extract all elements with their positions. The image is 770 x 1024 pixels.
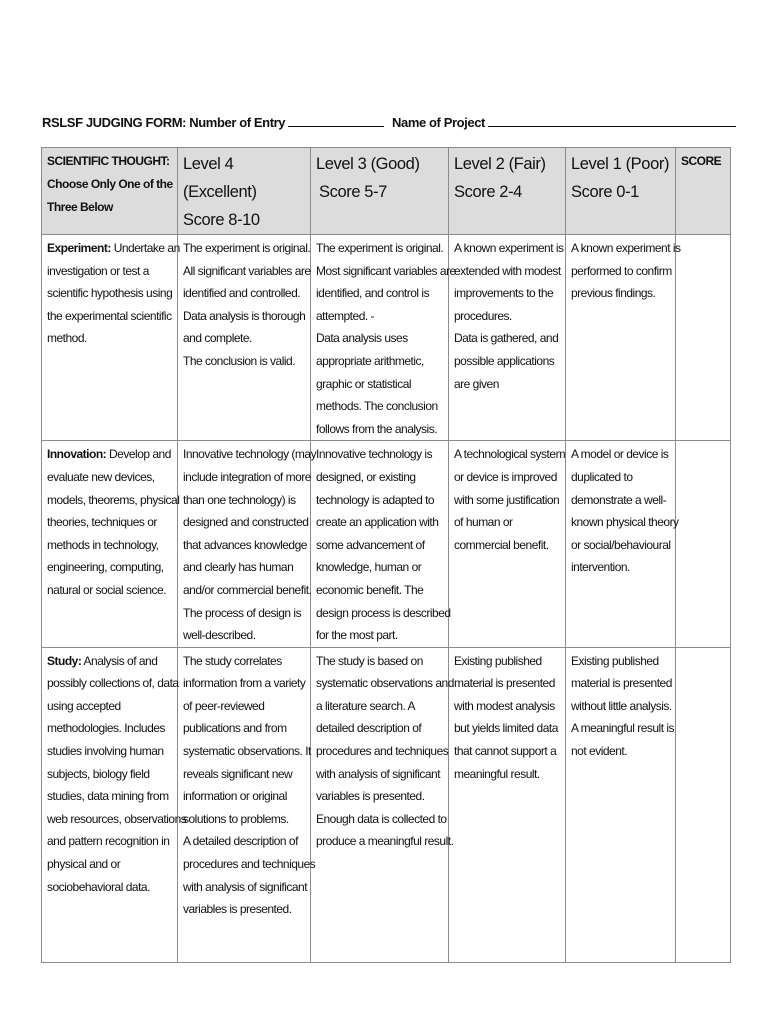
entry-number-blank[interactable]	[288, 113, 384, 127]
level-2-descriptor-innovation	[449, 441, 566, 647]
descriptor-line: are given	[454, 376, 499, 391]
level-1-descriptor-experiment	[566, 235, 681, 441]
descriptor-line: performed to confirm	[571, 263, 672, 278]
descriptor-line: material is presented	[454, 676, 555, 691]
descriptor-line: and clearly has human	[183, 560, 294, 575]
entry-number-label: RSLSF JUDGING FORM: Number of Entry	[42, 115, 286, 130]
descriptor-line: A meaningful result is	[571, 721, 675, 736]
level-4-descriptor-study	[178, 647, 316, 962]
descriptor-line: a literature search. A	[316, 698, 416, 713]
descriptor-line: identified, and control is	[316, 286, 430, 301]
level-4-header: Level 4 (Excellent) Score 8-10	[178, 148, 311, 235]
descriptor-line: Existing published	[571, 653, 659, 668]
descriptor-line: The conclusion is valid.	[183, 353, 296, 368]
descriptor-line: of human or	[454, 515, 513, 530]
level-3-descriptor-innovation	[311, 441, 449, 647]
descriptor-line: demonstrate a well-	[571, 492, 667, 507]
descriptor-line: The experiment is original.	[183, 241, 311, 255]
criterion-row-innovation	[42, 441, 731, 647]
descriptor-line: known physical theory	[571, 515, 679, 530]
level-2-descriptor-study	[449, 647, 566, 962]
descriptor-line: Data analysis uses	[316, 331, 408, 346]
descriptor-line: systematic observations. It	[183, 744, 311, 759]
criterion-description-line: methods in technology,	[47, 537, 159, 552]
descriptor-line: for the most part.	[316, 628, 398, 643]
descriptor-line: design process is described	[316, 605, 451, 620]
descriptor-line: A known experiment is	[571, 241, 681, 255]
descriptor-line: with analysis of significant	[183, 879, 308, 894]
criterion-description-line: the experimental scientific	[47, 308, 172, 323]
criterion-description-line: engineering, computing,	[47, 560, 164, 575]
descriptor-line: Innovative technology is	[316, 447, 433, 462]
descriptor-line: but yields limited data	[454, 721, 558, 736]
descriptor-line: Data is gathered, and	[454, 331, 559, 346]
criterion-cell-innovation	[42, 441, 178, 647]
descriptor-line: A technological system	[454, 447, 566, 462]
descriptor-line: Existing published	[454, 653, 542, 668]
descriptor-line: meaningful result.	[454, 766, 540, 781]
descriptor-line: with modest analysis	[454, 698, 555, 713]
criterion-description-line: sociobehavioral data.	[47, 879, 150, 894]
descriptor-line: intervention.	[571, 560, 630, 575]
descriptor-line: A known experiment is	[454, 241, 564, 255]
criterion-description-line: natural or social science.	[47, 582, 167, 597]
descriptor-line: information from a variety	[183, 676, 306, 691]
descriptor-line: designed and constructed	[183, 515, 309, 530]
descriptor-line: procedures and techniques	[316, 744, 449, 759]
header-row	[42, 148, 731, 235]
descriptor-line: All significant variables are	[183, 263, 311, 278]
descriptor-line: of peer-reviewed	[183, 698, 265, 713]
criterion-name: Innovation:	[47, 447, 107, 462]
descriptor-line: well-described.	[183, 628, 256, 643]
score-entry-study[interactable]	[676, 647, 731, 962]
entry-number-field	[42, 113, 384, 130]
descriptor-line: economic benefit. The	[316, 582, 424, 597]
descriptor-line: variables is presented.	[183, 902, 292, 917]
criterion-description-line: possibly collections of, data	[47, 676, 179, 691]
criterion-description-line: models, theorems, physical	[47, 492, 180, 507]
score-header: SCORE	[676, 148, 731, 235]
criterion-description-line: Develop and	[109, 447, 171, 462]
descriptor-line: information or original	[183, 789, 287, 804]
descriptor-line: The study correlates	[183, 653, 282, 668]
criterion-description-line: scientific hypothesis using	[47, 286, 173, 301]
descriptor-line: graphic or statistical	[316, 376, 412, 391]
criterion-description-line: evaluate new devices,	[47, 469, 155, 484]
descriptor-line: or device is improved	[454, 469, 557, 484]
criterion-description-line: web resources, observations	[47, 811, 187, 826]
level-4-descriptor-experiment	[178, 235, 311, 441]
descriptor-line: detailed description of	[316, 721, 422, 736]
level-1-header: Level 1 (Poor) Score 0-1	[566, 148, 676, 235]
descriptor-line: solutions to problems.	[183, 811, 289, 826]
descriptor-line: variables is presented.	[316, 789, 425, 804]
descriptor-line: than one technology) is	[183, 492, 296, 507]
descriptor-line: improvements to the	[454, 286, 554, 301]
descriptor-line: or social/behavioural	[571, 537, 671, 552]
descriptor-line: that cannot support a	[454, 744, 557, 759]
descriptor-line: identified and controlled.	[183, 286, 301, 301]
criterion-description-line: studies involving human	[47, 744, 164, 759]
criterion-name: Study:	[47, 653, 82, 668]
criterion-description-line: Undertake an	[113, 241, 180, 255]
descriptor-line: designed, or existing	[316, 469, 416, 484]
criterion-description-line: methodologies. Includes	[47, 721, 165, 736]
criterion-description-line: studies, data mining from	[47, 789, 169, 804]
descriptor-line: material is presented	[571, 676, 672, 691]
descriptor-line: commercial benefit.	[454, 537, 549, 552]
project-name-field	[392, 113, 736, 130]
descriptor-line: Most significant variables are	[316, 263, 456, 278]
descriptor-line: The process of design is	[183, 605, 302, 620]
score-entry-experiment[interactable]	[676, 235, 731, 441]
descriptor-line: A detailed description of	[183, 834, 298, 849]
criterion-row-experiment	[42, 235, 731, 441]
criterion-description-line: method.	[47, 331, 87, 346]
criterion-description-line: using accepted	[47, 698, 121, 713]
descriptor-line: some advancement of	[316, 537, 425, 552]
criterion-cell-experiment	[42, 235, 178, 441]
criterion-description-line: theories, techniques or	[47, 515, 157, 530]
descriptor-line: methods. The conclusion	[316, 399, 438, 414]
descriptor-line: Data analysis is thorough	[183, 308, 306, 323]
criterion-cell-study	[42, 647, 187, 962]
descriptor-line: publications and from	[183, 721, 287, 736]
descriptor-line: not evident.	[571, 744, 628, 759]
level-1-descriptor-innovation	[566, 441, 679, 647]
level-2-header: Level 2 (Fair) Score 2-4	[449, 148, 566, 235]
descriptor-line: A model or device is	[571, 447, 669, 462]
descriptor-line: produce a meaningful result.	[316, 834, 454, 849]
criterion-description-line: investigation or test a	[47, 263, 149, 278]
descriptor-line: technology is adapted to	[316, 492, 435, 507]
criterion-description-line: physical and or	[47, 857, 121, 872]
level-2-descriptor-experiment	[449, 235, 566, 441]
descriptor-line: follows from the analysis.	[316, 421, 438, 436]
criterion-header: SCIENTIFIC THOUGHT: Choose Only One of the Three Below	[42, 148, 178, 235]
descriptor-line: The experiment is original.	[316, 241, 444, 255]
level-1-descriptor-study	[566, 647, 676, 962]
form-header	[42, 113, 732, 133]
descriptor-line: create an application with	[316, 515, 439, 530]
descriptor-line: and/or commercial benefit.	[183, 582, 312, 597]
descriptor-line: Innovative technology (may	[183, 447, 317, 462]
descriptor-line: procedures.	[454, 308, 512, 323]
project-name-label: Name of Project	[392, 115, 485, 130]
level-3-header: Level 3 (Good) Score 5-7	[311, 148, 449, 235]
project-name-blank[interactable]	[488, 113, 736, 127]
level-3-descriptor-study	[311, 647, 454, 962]
criterion-row-study	[42, 647, 731, 962]
descriptor-line: with some justification	[454, 492, 560, 507]
descriptor-line: with analysis of significant	[316, 766, 441, 781]
criterion-description-line: Analysis of and	[83, 653, 158, 668]
score-entry-innovation[interactable]	[676, 441, 731, 647]
descriptor-line: The study is based on	[316, 653, 423, 668]
descriptor-line: previous findings.	[571, 286, 656, 301]
judging-rubric-table	[41, 147, 731, 963]
descriptor-line: attempted. -	[316, 308, 375, 323]
descriptor-line: extended with modest	[454, 263, 561, 278]
descriptor-line: reveals significant new	[183, 766, 293, 781]
level-3-descriptor-experiment	[311, 235, 456, 441]
descriptor-line: knowledge, human or	[316, 560, 422, 575]
descriptor-line: appropriate arithmetic,	[316, 353, 424, 368]
descriptor-line: include integration of more	[183, 469, 311, 484]
criterion-description-line: and pattern recognition in	[47, 834, 170, 849]
criterion-name: Experiment:	[47, 241, 111, 255]
criterion-description-line: subjects, biology field	[47, 766, 150, 781]
descriptor-line: that advances knowledge	[183, 537, 307, 552]
descriptor-line: systematic observations and	[316, 676, 454, 691]
level-4-descriptor-innovation	[178, 441, 317, 647]
descriptor-line: procedures and techniques	[183, 857, 316, 872]
descriptor-line: and complete.	[183, 331, 252, 346]
descriptor-line: possible applications	[454, 353, 555, 368]
descriptor-line: without little analysis.	[571, 698, 672, 713]
descriptor-line: duplicated to	[571, 469, 633, 484]
descriptor-line: Enough data is collected to	[316, 811, 447, 826]
